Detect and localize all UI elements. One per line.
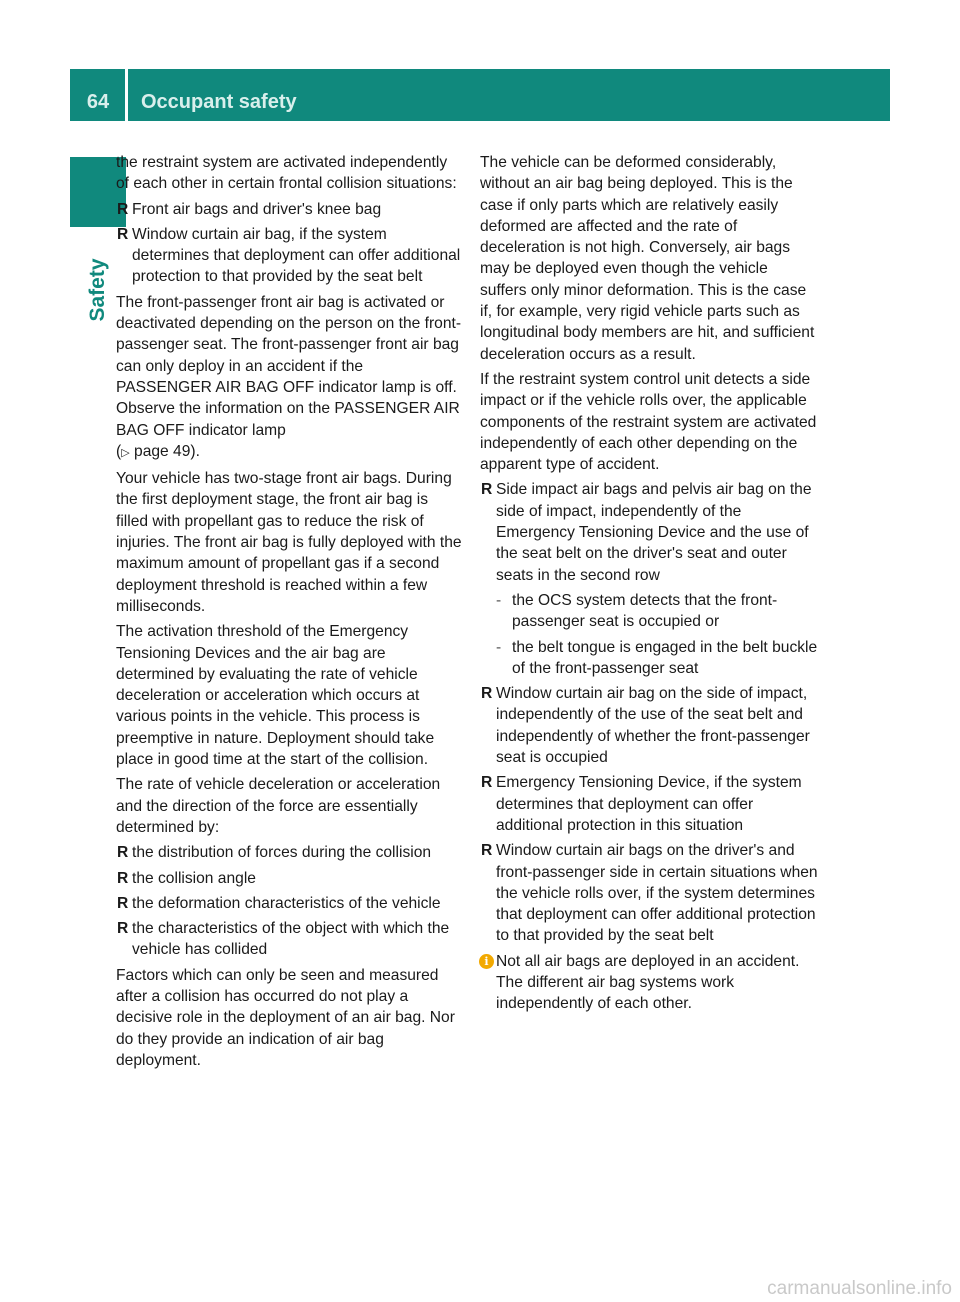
paragraph: The vehicle can be deformed considerably, without an air bag being deployed. This is the case if only parts which are relatively easily deformed are affected and the rate of deceleration is not high. Conversely, air bags may be deployed even though the vehicle suffers only minor deformation. This is the case if, for example, very rigid vehicle parts such as longitudinal body members are hit, and sufficient deceleration occurs as a result. <box>480 154 815 363</box>
list-item: R the collision angle <box>116 868 462 889</box>
list-item: R Window curtain air bag, if the system determines that deployment can offer additional protection to that provided by the seat belt <box>117 225 461 286</box>
bullet-marker-icon: R <box>117 920 129 938</box>
paragraph: the restraint system are activated independently of each other in certain frontal collision situations: <box>116 154 457 193</box>
list-item: R the characteristics of the object with which the vehicle has collided <box>117 920 450 959</box>
bullet-marker-icon: R <box>117 844 129 862</box>
bullet-marker-icon: R <box>481 685 493 703</box>
info-note: i Not all air bags are deployed in an accident. The different air bag systems work independently of each other. <box>480 951 818 1015</box>
paragraph: Your vehicle has two-stage front air bags. During the first deployment stage, the front air bag is filled with propellant gas to reduce the risk of injuries. The front air bag is fully deployed with the maximum amount of propellant gas if a second deployment threshold is reached within a few milliseconds. <box>116 470 462 615</box>
list-item: R Side impact air bags and pelvis air bag on the side of impact, independently of the Emergency Tensioning Device and the use of the seat belt on the driver's seat and outer seats in the second row - the OCS system detects that the front-passenger seat is occupied or - the belt tongue is engaged in the belt buckle of the front-passenger seat <box>480 479 818 679</box>
info-icon: i <box>479 954 494 969</box>
left-column <box>116 152 462 1075</box>
sub-list-item: - the OCS system detects that the front-passenger seat is occupied or <box>496 591 778 631</box>
right-column <box>480 152 818 1019</box>
bullet-marker-icon: R <box>481 774 493 792</box>
bullet-list <box>480 479 818 946</box>
header-divider <box>125 69 128 121</box>
bullet-marker-icon: R <box>117 869 129 887</box>
paragraph: Factors which can only be seen and measured after a collision has occurred do not play a decisive role in the deployment of an air bag. Nor do they provide an indication of air bag deployment. <box>116 966 455 1069</box>
page-reference-icon: ▷ <box>121 446 130 459</box>
list-item: R Window curtain air bags on the driver's and front-passenger side in certain situations when the vehicle rolls over, if the system determines that deployment can offer additional protection to that provided by the seat belt <box>481 842 818 945</box>
list-item: R the distribution of forces during the collision <box>116 842 462 863</box>
paragraph: The front-passenger front air bag is activated or deactivated depending on the person on the front-passenger seat. The front-passenger front air bag can only deploy in an accident if the PASSENGER AIR BAG OFF indicator lamp is off. Observe the information on the PASSENGER AIR BAG OFF indicator lamp (▷ page 49). <box>116 293 462 460</box>
paragraph: The activation threshold of the Emergency Tensioning Devices and the air bag are determined by evaluating the rate of vehicle deceleration or acceleration which occurs at various points in the vehicle. This process is preemptive in nature. Deployment should take place in good time at the start of the collision. <box>116 623 435 769</box>
page-number: 64 <box>86 91 110 113</box>
page-reference-link[interactable]: page 49). <box>134 442 200 460</box>
bullet-marker-icon: R <box>117 225 129 243</box>
bullet-marker-icon: R <box>481 481 493 499</box>
side-label: Safety <box>86 258 109 322</box>
list-item: R Window curtain air bag on the side of impact, independently of the use of the seat belt and independently of whether the front-passenger seat is occupied <box>481 685 810 767</box>
paragraph: If the restraint system control unit detects a side impact or if the vehicle rolls over, the applicable components of the restraint system are activated independently of each other depending on the apparent type of accident. <box>480 370 817 474</box>
bullet-marker-icon: R <box>481 842 493 860</box>
list-item: R Emergency Tensioning Device, if the system determines that deployment can offer additional protection in this situation <box>481 774 802 834</box>
list-item: R Front air bags and driver's knee bag <box>116 199 462 220</box>
dash-marker-icon: - <box>496 638 502 656</box>
watermark: carmanualsonline.info <box>767 1278 952 1299</box>
bullet-marker-icon: R <box>117 200 129 218</box>
bullet-list <box>116 199 462 288</box>
sub-list-item: - the belt tongue is engaged in the belt buckle of the front-passenger seat <box>496 638 818 677</box>
dash-marker-icon: - <box>496 591 502 609</box>
sub-list <box>496 590 818 679</box>
paragraph: The rate of vehicle deceleration or acceleration and the direction of the force are essentially determined by: <box>116 776 441 836</box>
bullet-list <box>116 842 462 960</box>
bullet-marker-icon: R <box>117 894 129 912</box>
list-item: R the deformation characteristics of the vehicle <box>116 893 462 914</box>
section-title: Occupant safety <box>141 91 297 113</box>
